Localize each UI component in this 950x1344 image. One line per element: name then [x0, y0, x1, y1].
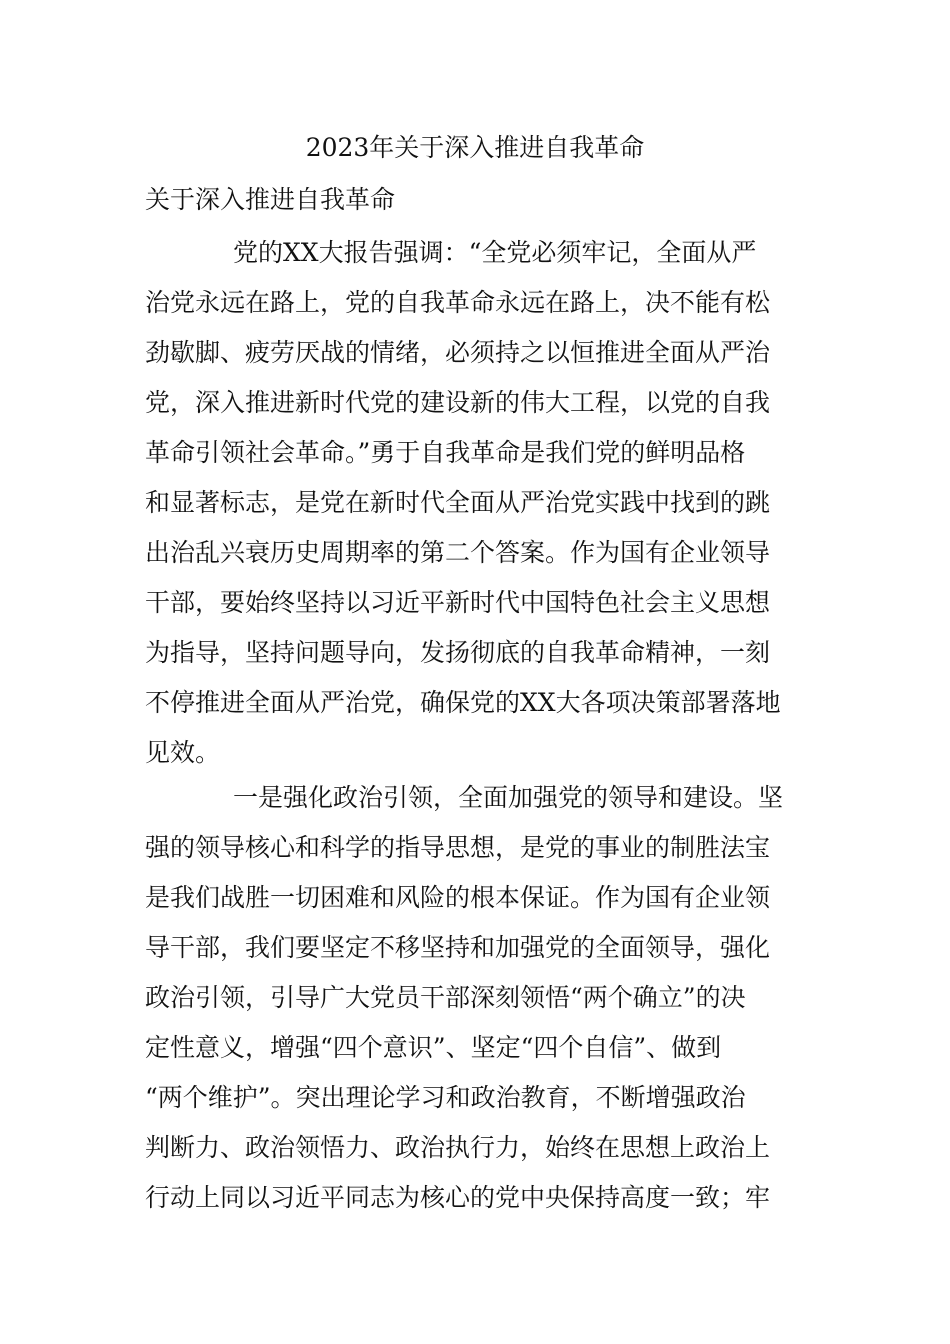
- paragraph-line: 判断力、政治领悟力、政治执行力，始终在思想上政治上: [145, 1133, 771, 1162]
- paragraph-line: 一是强化政治引领，全面加强党的领导和建设。坚: [233, 783, 784, 812]
- paragraph-line: 行动上同以习近平同志为核心的党中央保持高度一致；牢: [145, 1183, 771, 1212]
- document-subtitle: 关于深入推进自我革命: [145, 185, 396, 214]
- paragraph-line: 劲歇脚、疲劳厌战的情绪，必须持之以恒推进全面从严治: [145, 338, 771, 367]
- document-title: 2023年关于深入推进自我革命: [305, 133, 645, 162]
- paragraph-line: 是我们战胜一切困难和风险的根本保证。作为国有企业领: [145, 883, 771, 912]
- paragraph-line: 党的XX大报告强调：“全党必须牢记，全面从严: [233, 238, 757, 267]
- paragraph-line: 政治引领，引导广大党员干部深刻领悟“两个确立”的决: [145, 983, 746, 1012]
- paragraph-line: 为指导，坚持问题导向，发扬彻底的自我革命精神，一刻: [145, 638, 771, 667]
- paragraph-line: 治党永远在路上，党的自我革命永远在路上，决不能有松: [145, 288, 771, 317]
- paragraph-line: 强的领导核心和科学的指导思想，是党的事业的制胜法宝: [145, 833, 771, 862]
- paragraph-line: 革命引领社会革命。”勇于自我革命是我们党的鲜明品格: [145, 438, 746, 467]
- paragraph-line: 导干部，我们要坚定不移坚持和加强党的全面领导，强化: [145, 933, 771, 962]
- paragraph-1: [145, 228, 815, 778]
- paragraph-line: 干部，要始终坚持以习近平新时代中国特色社会主义思想: [145, 588, 771, 617]
- paragraph-line: “两个维护”。突出理论学习和政治教育，不断增强政治: [145, 1083, 746, 1112]
- paragraph-line: 出治乱兴衰历史周期率的第二个答案。作为国有企业领导: [145, 538, 771, 567]
- paragraph-line: 党，深入推进新时代党的建设新的伟大工程，以党的自我: [145, 388, 771, 417]
- paragraph-line: 见效。: [145, 738, 221, 767]
- paragraph-line: 定性意义，增强“四个意识”、坚定“四个自信”、做到: [145, 1033, 722, 1062]
- paragraph-line: 和显著标志，是党在新时代全面从严治党实践中找到的跳: [145, 488, 771, 517]
- paragraph-2: [145, 773, 815, 1223]
- paragraph-line: 不停推进全面从严治党，确保党的XX大各项决策部署落地: [145, 688, 781, 717]
